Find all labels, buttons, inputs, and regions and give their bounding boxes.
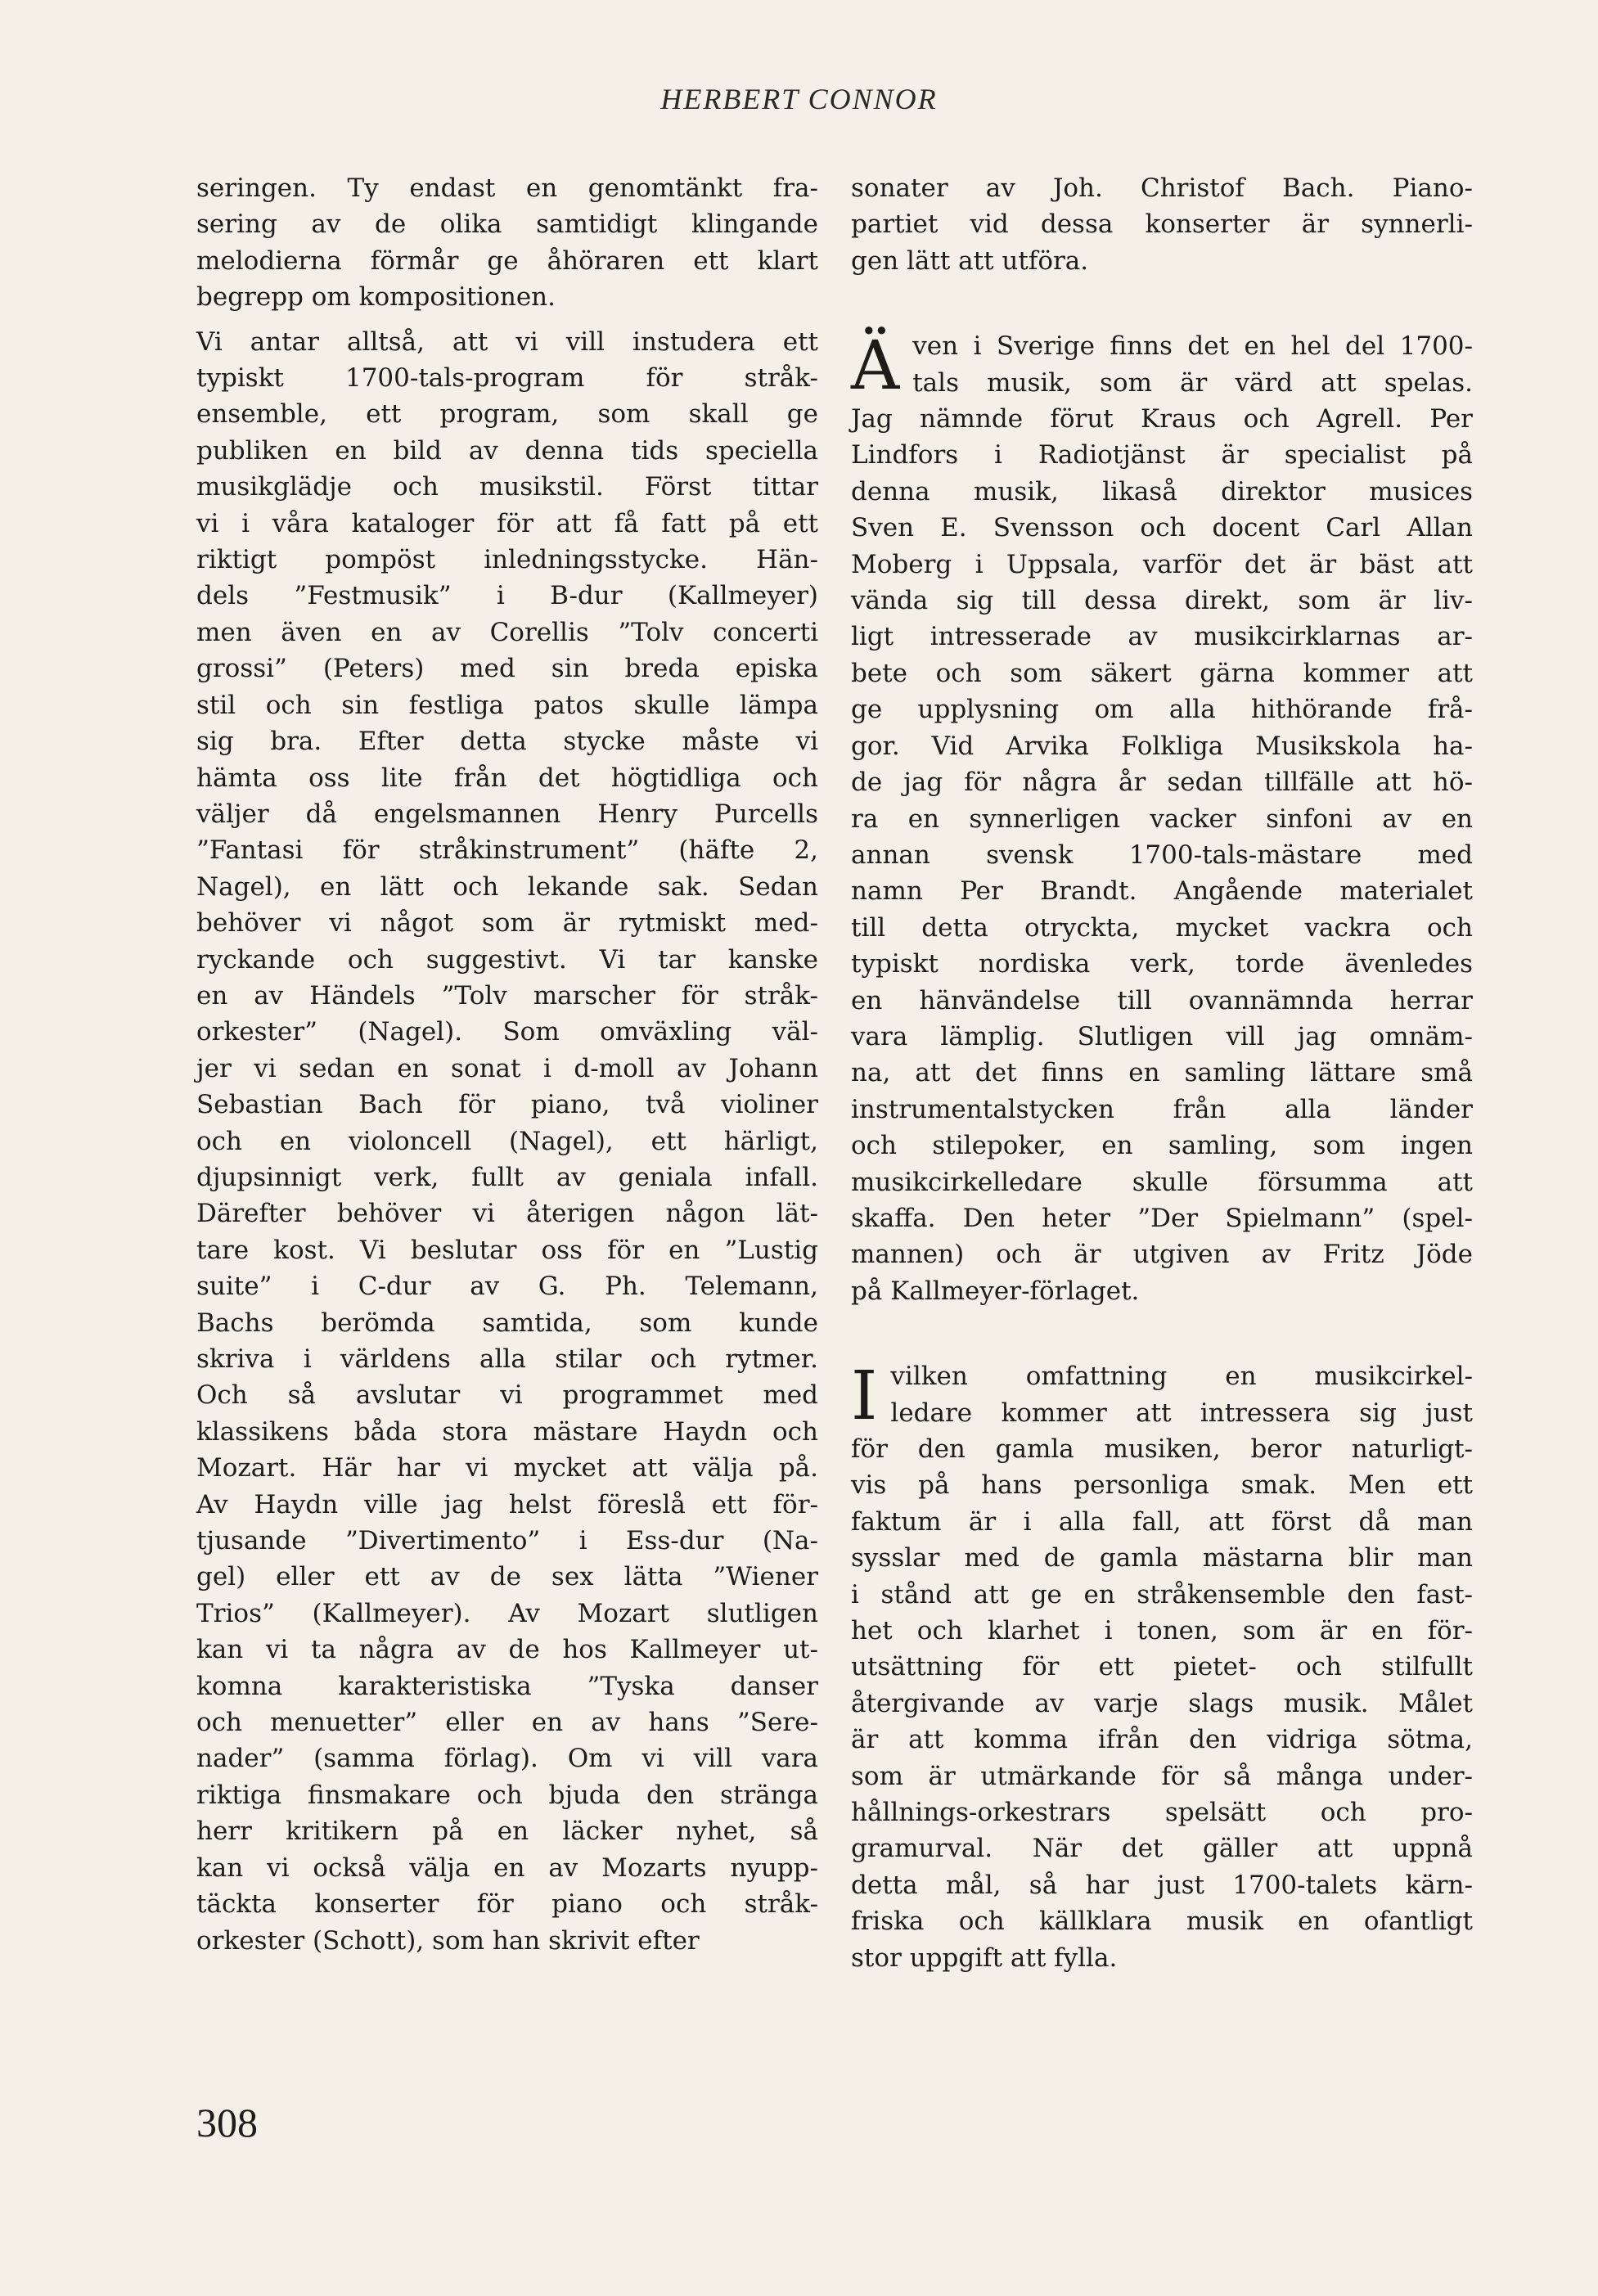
text-line: och stilepoker, en samling, som ingen [851,1131,1473,1161]
text-line: kan vi ta några av de hos Kallmeyer ut- [196,1635,818,1665]
text-line: publiken en bild av denna tids speciella [196,435,818,466]
text-line: komna karakteristiska ”Tyska danser [196,1671,818,1701]
text-line: melodierna förmår ge åhöraren ett klart [196,245,818,276]
body-lines [851,401,1473,1309]
text-line: men även en av Corellis ”Tolv concerti [196,617,818,647]
text-line: namn Per Brandt. Angående materialet [851,876,1473,907]
text-line: gramurval. När det gäller att uppnå [851,1834,1473,1864]
text-line: Därefter behöver vi återigen någon lät- [196,1199,818,1229]
text-line: vilken omfattning en musikcirkel- [890,1362,1473,1392]
text-line: och menuetter” eller en av hans ”Sere- [196,1708,818,1738]
text-line: de jag för några år sedan tillfälle att hö- [851,768,1473,798]
text-line: typiskt nordiska verk, torde ävenledes [851,949,1473,979]
text-line: ryckande och suggestivt. Vi tar kanske [196,944,818,975]
right-paragraph-1 [851,170,1473,279]
right-column [851,170,1473,1976]
text-line: detta mål, så har just 1700-talets kärn- [851,1870,1473,1900]
text-line: tals musik, som är värd att spelas. [912,367,1473,398]
text-line: orkester” (Nagel). Som omväxling väl- [196,1017,818,1047]
text-line: ensemble, ett program, som skall ge [196,399,818,430]
text-line: gel) eller ett av de sex lätta ”Wiener [196,1562,818,1592]
text-line: en av Händels ”Tolv marscher för stråk- [196,980,818,1011]
text-line: sig bra. Efter detta stycke måste vi [196,727,818,757]
text-line: denna musik, likaså direktor musices [851,476,1473,506]
text-line: en hänvändelse till ovannämnda herrar [851,985,1473,1015]
text-line: partiet vid dessa konserter är synnerli- [851,209,1473,240]
text-line: på Kallmeyer-förlaget. [851,1276,1140,1306]
text-line: är att komma ifrån den vidriga sötma, [851,1725,1473,1755]
text-line: kan vi också välja en av Mozarts nyupp- [196,1853,818,1883]
dropcap-lines [851,327,1473,406]
text-line: vis på hans personliga smak. Men ett [851,1470,1473,1501]
text-line: Jag nämnde förut Kraus och Agrell. Per [851,404,1473,434]
text-line: för den gamla musiken, beror naturligt- [851,1434,1473,1464]
text-line: musikcirkelledare skulle försumma att [851,1167,1473,1197]
text-line: instrumentalstycken från alla länder [851,1094,1473,1124]
text-line: och en violoncell (Nagel), ett härligt, [196,1126,818,1156]
text-line: seringen. Ty endast en genomtänkt fra- [196,173,818,203]
text-line: stor uppgift att fylla. [851,1943,1118,1973]
text-line: Sven E. Svensson och docent Carl Allan [851,513,1473,543]
text-line: utsättning för ett pietet- och stilfullt [851,1652,1473,1682]
text-line: sonater av Joh. Christof Bach. Piano- [851,173,1473,203]
text-line: i stånd att ge en stråkensemble den fast- [851,1579,1473,1609]
text-line: nader” (samma förlag). Om vi vill vara [196,1744,818,1774]
text-line: ge upplysning om alla hithörande frå- [851,695,1473,725]
text-line: gor. Vid Arvika Folkliga Musikskola ha- [851,731,1473,761]
text-line: typiskt 1700-tals-program för stråk- [196,363,818,394]
text-line: begrepp om kompositionen. [196,282,556,313]
text-line: ”Fantasi för stråkinstrument” (häfte 2, [196,835,818,866]
text-line: Mozart. Här har vi mycket att välja på. [196,1453,818,1483]
text-line: grossi” (Peters) med sin breda episka [196,654,818,684]
text-line: vända sig till dessa direkt, som är liv- [851,586,1473,616]
right-paragraph-2 [851,328,1473,1309]
text-line: ven i Sverige finns det en hel del 1700- [912,331,1473,362]
text-line: riktigt pompöst inledningsstycke. Hän- [196,545,818,575]
text-line: na, att det finns en samling lättare små [851,1058,1473,1088]
text-line: hållnings-orkestrars spelsätt och pro- [851,1798,1473,1828]
running-head: HERBERT CONNOR [660,83,938,115]
text-line: klassikens båda stora mästare Haydn och [196,1416,818,1447]
left-paragraph-1 [196,170,818,316]
text-line: Och så avslutar vi programmet med [196,1380,818,1411]
text-line: riktiga finsmakare och bjuda den stränga [196,1780,818,1810]
text-line: faktum är i alla fall, att först då man [851,1506,1473,1537]
text-line: väljer då engelsmannen Henry Purcells [196,799,818,829]
left-paragraph-2 [196,324,818,1959]
dropcap-a-umlaut: Ä [851,327,900,406]
section-break [851,1309,1473,1358]
text-line: Sebastian Bach för piano, två violiner [196,1090,818,1120]
left-column [196,170,818,1959]
dropcap-lines [851,1357,1473,1436]
text-line: djupsinnigt verk, fullt av geniala infall. [196,1162,818,1192]
text-line: Nagel), en lätt och lekande sak. Sedan [196,871,818,902]
text-line: jer vi sedan en sonat i d-moll av Johann [196,1053,818,1083]
text-line: sering av de olika samtidigt klingande [196,209,818,240]
text-line: skriva i världens alla stilar och rytmer. [196,1344,818,1374]
text-line: stil och sin festliga patos skulle lämpa [196,690,818,720]
text-line: vi i våra kataloger för att få fatt på ett [196,508,818,538]
dropcap-i: I [851,1357,878,1436]
right-paragraph-3 [851,1358,1473,1976]
text-line: ledare kommer att intressera sig just [890,1398,1473,1428]
text-line: het och klarhet i tonen, som är en för- [851,1616,1473,1646]
text-line: behöver vi något som är rytmiskt med- [196,908,818,939]
text-line: Av Haydn ville jag helst föreslå ett för- [196,1489,818,1519]
text-line: ra en synnerligen vacker sinfoni av en [851,804,1473,834]
section-break [851,279,1473,328]
text-line: Vi antar alltså, att vi vill instudera ett [196,326,818,357]
page-number: 308 [196,2100,258,2145]
text-line: annan svensk 1700-tals-mästare med [851,840,1473,870]
text-line: Moberg i Uppsala, varför det är bäst att [851,549,1473,579]
text-line: Bachs berömda samtida, som kunde [196,1308,818,1338]
text-line: hämta oss lite från det högtidliga och [196,763,818,793]
text-line: musikglädje och musikstil. Först tittar [196,472,818,502]
text-line: som är utmärkande för så många under- [851,1761,1473,1791]
text-line: suite” i C-dur av G. Ph. Telemann, [196,1272,818,1302]
text-line: återgivande av varje slags musik. Målet [851,1688,1473,1718]
text-line: vara lämplig. Slutligen vill jag omnäm- [851,1021,1473,1051]
text-line: skaffa. Den heter ”Der Spielmann” (spel- [851,1203,1473,1233]
text-line: orkester (Schott), som han skrivit efter [196,1925,700,1956]
text-line: Lindfors i Radiotjänst är specialist på [851,440,1473,470]
text-line: täckta konserter för piano och stråk- [196,1889,818,1920]
text-line: Trios” (Kallmeyer). Av Mozart slutligen [196,1598,818,1628]
text-line: dels ”Festmusik” i B-dur (Kallmeyer) [196,581,818,611]
text-line: friska och källklara musik en ofantligt [851,1907,1473,1937]
text-line: tjusande ”Divertimento” i Ess-dur (Na- [196,1526,818,1556]
body-lines [851,1431,1473,1976]
text-line: till detta otryckta, mycket vackra och [851,912,1473,943]
text-line: tare kost. Vi beslutar oss för en ”Lustig [196,1235,818,1265]
text-line: herr kritikern på en läcker nyhet, så [196,1817,818,1847]
text-line: sysslar med de gamla mästarna blir man [851,1543,1473,1573]
text-line: ligt intresserade av musikcirklarnas ar- [851,622,1473,652]
text-line: gen lätt att utföra. [851,245,1089,276]
text-line: mannen) och är utgiven av Fritz Jöde [851,1240,1473,1270]
text-line: bete och som säkert gärna kommer att [851,658,1473,688]
